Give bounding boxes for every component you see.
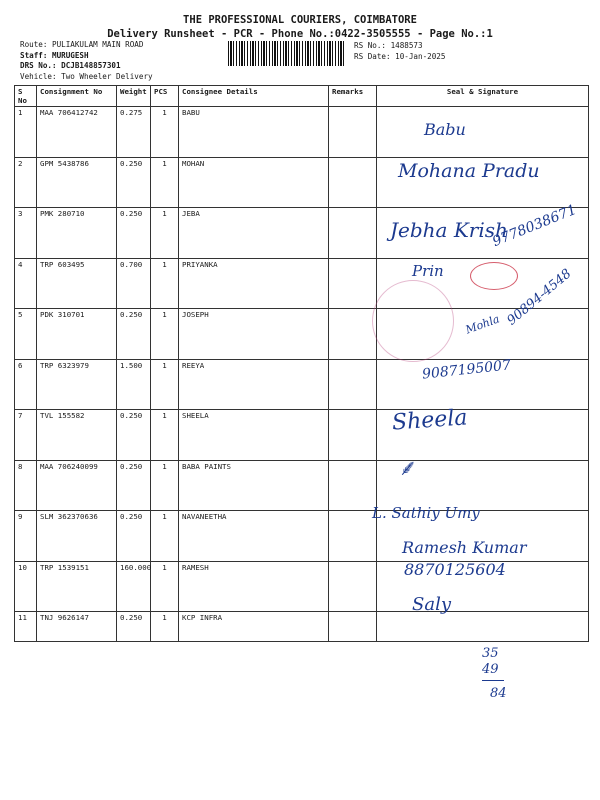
- column-header: Consignee Details: [179, 86, 329, 107]
- consignee-cell: JOSEPH: [179, 309, 329, 360]
- remarks-cell: [329, 258, 377, 309]
- pcs-cell: 1: [151, 258, 179, 309]
- consignment-cell: TRP 1539151: [37, 561, 117, 612]
- column-header: PCS: [151, 86, 179, 107]
- table-row: [15, 309, 589, 360]
- table-header-row: [15, 86, 589, 107]
- consignment-cell: TVL 155582: [37, 410, 117, 461]
- sno-cell: 6: [15, 359, 37, 410]
- sno-cell: 2: [15, 157, 37, 208]
- remarks-cell: [329, 157, 377, 208]
- remarks-cell: [329, 107, 377, 158]
- consignee-cell: JEBA: [179, 208, 329, 259]
- consignment-cell: MAA 706240099: [37, 460, 117, 511]
- consignment-cell: TRP 603495: [37, 258, 117, 309]
- signature-baba-paints: ⸙: [398, 456, 415, 481]
- consignment-cell: GPM 5438786: [37, 157, 117, 208]
- signature-sheela: Sheela: [391, 405, 469, 436]
- consignee-cell: KCP INFRA: [179, 612, 329, 642]
- column-header: S No: [15, 86, 37, 107]
- remarks-cell: [329, 410, 377, 461]
- signature-kcp-infra: Saly: [412, 594, 451, 615]
- route-text: Route: PULIAKULAM MAIN ROAD: [20, 40, 144, 49]
- pcs-cell: 1: [151, 511, 179, 562]
- signature-navaneetha: L. Sathiy Umy: [372, 504, 480, 522]
- weight-cell: 0.250: [117, 157, 151, 208]
- consignee-cell: SHEELA: [179, 410, 329, 461]
- consignee-cell: REEYA: [179, 359, 329, 410]
- consignment-cell: TRP 6323979: [37, 359, 117, 410]
- weight-cell: 0.275: [117, 107, 151, 158]
- sno-cell: 11: [15, 612, 37, 642]
- consignment-cell: PDK 310701: [37, 309, 117, 360]
- pcs-cell: 1: [151, 157, 179, 208]
- barcode: [228, 41, 344, 66]
- column-header: Consignment No: [37, 86, 117, 107]
- remarks-cell: [329, 359, 377, 410]
- remarks-cell: [329, 612, 377, 642]
- weight-cell: 160.000: [117, 561, 151, 612]
- column-header: Remarks: [329, 86, 377, 107]
- sno-cell: 10: [15, 561, 37, 612]
- remarks-cell: [329, 309, 377, 360]
- sno-cell: 9: [15, 511, 37, 562]
- runsheet-subtitle: Delivery Runsheet - PCR - Phone No.:0422-3505555 - Page No.:1: [107, 28, 493, 40]
- weight-cell: 1.500: [117, 359, 151, 410]
- weight-cell: 0.250: [117, 309, 151, 360]
- vehicle-text: Vehicle: Two Wheeler Delivery: [20, 71, 153, 81]
- signature-babu: Babu: [424, 120, 466, 139]
- signature-cell: [377, 612, 589, 642]
- runsheet-meta-left: [20, 40, 153, 82]
- remarks-cell: [329, 561, 377, 612]
- consignment-cell: SLM 362370636: [37, 511, 117, 562]
- consignee-cell: NAVANEETHA: [179, 511, 329, 562]
- signature-mohan: Mohana Pradu: [398, 160, 540, 182]
- consignee-cell: PRIYANKA: [179, 258, 329, 309]
- consignment-cell: TNJ 9626147: [37, 612, 117, 642]
- signature-jeba-phone: 9778038671: [490, 201, 579, 251]
- pcs-cell: 1: [151, 359, 179, 410]
- sno-cell: 7: [15, 410, 37, 461]
- signature-reeya-phone: 9087195007: [421, 357, 512, 383]
- faded-seal-stamp: [372, 280, 454, 362]
- signature-priyanka: Prin: [412, 262, 444, 280]
- tally-number: 84: [490, 686, 507, 701]
- staff-text: Staff: MURUGESH: [20, 50, 89, 60]
- consignee-cell: BABA PAINTS: [179, 460, 329, 511]
- signature-joseph: Mohla: [463, 312, 502, 337]
- remarks-cell: [329, 208, 377, 259]
- sno-cell: 8: [15, 460, 37, 511]
- sno-cell: 4: [15, 258, 37, 309]
- consignee-cell: BABU: [179, 107, 329, 158]
- weight-cell: 0.700: [117, 258, 151, 309]
- tally-number: 49: [482, 662, 499, 677]
- pcs-cell: 1: [151, 208, 179, 259]
- consignment-cell: MAA 706412742: [37, 107, 117, 158]
- column-header: Seal & Signature: [377, 86, 589, 107]
- remarks-cell: [329, 460, 377, 511]
- weight-cell: 0.250: [117, 410, 151, 461]
- weight-cell: 0.250: [117, 612, 151, 642]
- pcs-cell: 1: [151, 612, 179, 642]
- sno-cell: 3: [15, 208, 37, 259]
- table-row: [15, 612, 589, 642]
- drs-text: DRS No.: DCJB148857301: [20, 61, 121, 70]
- pcs-cell: 1: [151, 460, 179, 511]
- table-row: [15, 107, 589, 158]
- consignment-cell: PMK 280710: [37, 208, 117, 259]
- pcs-cell: 1: [151, 561, 179, 612]
- signature-priyanka-phone: 90894-4548: [504, 266, 575, 329]
- runsheet-meta-right: [354, 41, 445, 62]
- remarks-cell: [329, 511, 377, 562]
- red-seal-stamp: [470, 262, 518, 290]
- signature-jeba: Jebha Krish: [390, 218, 508, 242]
- column-header: Weight: [117, 86, 151, 107]
- weight-cell: 0.250: [117, 511, 151, 562]
- company-title: THE PROFESSIONAL COURIERS, COIMBATORE: [183, 14, 417, 26]
- rs-date: RS Date: 10-Jan-2025: [354, 51, 446, 61]
- pcs-cell: 1: [151, 107, 179, 158]
- sno-cell: 1: [15, 107, 37, 158]
- table-row: [15, 410, 589, 461]
- weight-cell: 0.250: [117, 460, 151, 511]
- tally-number: 35: [482, 646, 499, 661]
- weight-cell: 0.250: [117, 208, 151, 259]
- pcs-cell: 1: [151, 309, 179, 360]
- table-row: [15, 460, 589, 511]
- consignee-cell: MOHAN: [179, 157, 329, 208]
- signature-cell: [377, 107, 589, 158]
- pcs-cell: 1: [151, 410, 179, 461]
- signature-ramesh-phone: 8870125604: [404, 560, 506, 579]
- sno-cell: 5: [15, 309, 37, 360]
- tally-underline: [482, 680, 504, 681]
- rs-number: RS No.: 1488573: [354, 41, 423, 50]
- signature-ramesh: Ramesh Kumar: [402, 538, 527, 557]
- consignee-cell: RAMESH: [179, 561, 329, 612]
